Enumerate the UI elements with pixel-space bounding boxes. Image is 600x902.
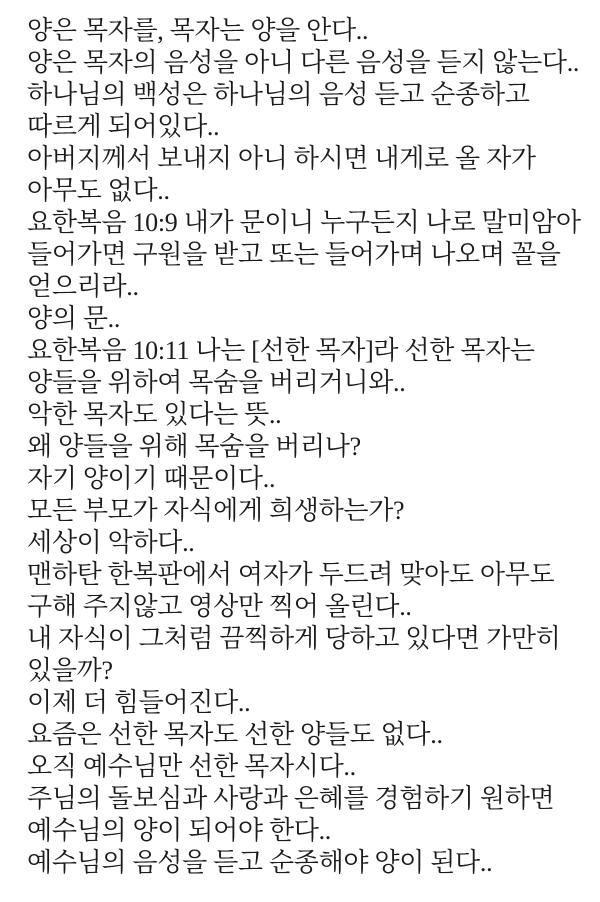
text-line: 양은 목자의 음성을 아니 다른 음성을 듣지 않는다.. [27, 48, 580, 77]
text-line: 오직 예수님만 선한 목자시다.. [27, 752, 356, 781]
text-line: 예수님의 양이 되어야 한다.. [27, 816, 331, 845]
text-line: 맨하탄 한복판에서 여자가 두드려 맞아도 아무도 [27, 560, 555, 589]
text-line: 세상이 악하다.. [27, 528, 195, 557]
text-line: 양들을 위하여 목숨을 버리거니와.. [27, 368, 406, 397]
text-line: 이제 더 힘들어진다.. [27, 688, 251, 717]
text-line: 자기 양이기 때문이다.. [27, 464, 276, 493]
text-line: 양은 목자를, 목자는 양을 안다.. [27, 16, 369, 45]
text-line: 아버지께서 보내지 아니 하시면 내게로 올 자가 [27, 144, 536, 173]
text-line: 요즘은 선한 목자도 선한 양들도 없다.. [27, 720, 443, 749]
text-line: 아무도 없다.. [27, 176, 170, 205]
text-line: 양의 문.. [27, 304, 121, 333]
text-line: 있을까? [27, 656, 113, 685]
text-line: 들어가면 구원을 받고 또는 들어가며 나오며 꼴을 [27, 240, 561, 269]
text-line: 내 자식이 그처럼 끔찍하게 당하고 있다면 가만히 [27, 624, 561, 653]
text-line: 주님의 돌보심과 사랑과 은혜를 경험하기 원하면 [27, 784, 555, 813]
text-line: 악한 목자도 있다는 뜻.. [27, 400, 282, 429]
text-line: 모든 부모가 자식에게 희생하는가? [27, 496, 405, 525]
text-line: 왜 양들을 위해 목숨을 버리나? [27, 432, 361, 461]
text-line: 요한복음 10:9 내가 문이니 누구든지 나로 말미암아 [27, 208, 581, 237]
text-line: 하나님의 백성은 하나님의 음성 듣고 순종하고 [27, 80, 530, 109]
text-line: 예수님의 음성을 듣고 순종해야 양이 된다.. [27, 848, 493, 877]
text-line: 얻으리라.. [27, 272, 139, 301]
text-line: 요한복음 10:11 나는 [선한 목자]라 선한 목자는 [27, 336, 535, 365]
text-line: 구해 주지않고 영상만 찍어 올린다.. [27, 592, 412, 621]
text-line: 따르게 되어있다.. [27, 112, 220, 141]
